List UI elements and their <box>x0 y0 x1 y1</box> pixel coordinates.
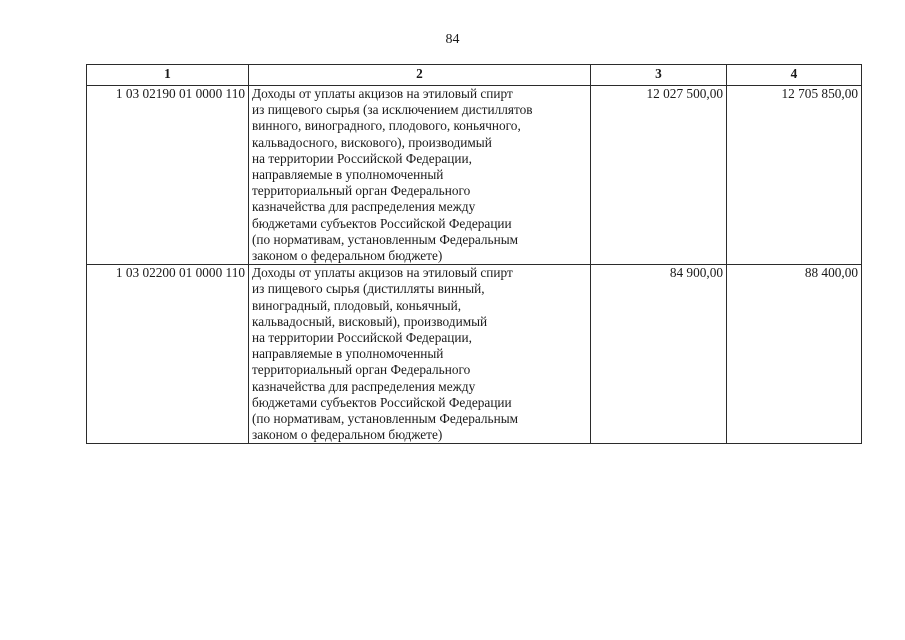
budget-classification-code: 1 03 02190 01 0000 110 <box>87 86 249 265</box>
amount-col-3: 12 027 500,00 <box>591 86 727 265</box>
amount-col-4: 88 400,00 <box>727 265 862 444</box>
amount-col-3: 84 900,00 <box>591 265 727 444</box>
revenue-description: Доходы от уплаты акцизов на этиловый спирт из пищевого сырья (дистилляты винный, виноградный, плодовый, коньячный, кальвадосный, висковый), производимый на территории Российской Федерации, направляемые в уполномоченный территориальный орган Федерального казначейства для распределения между бюджетами субъектов Российской Федерации (по нормативам, установленным Федеральным законом о федеральном бюджете) <box>249 265 591 444</box>
amount-col-4: 12 705 850,00 <box>727 86 862 265</box>
table-row <box>87 265 862 444</box>
budget-classification-code: 1 03 02200 01 0000 110 <box>87 265 249 444</box>
table-row <box>87 86 862 265</box>
revenue-description: Доходы от уплаты акцизов на этиловый спирт из пищевого сырья (за исключением дистиллятов винного, виноградного, плодового, коньячного, кальвадосного, вискового), производимый на территории Российской Федерации, направляемые в уполномоченный территориальный орган Федерального казначейства для распределения между бюджетами субъектов Российской Федерации (по нормативам, установленным Федеральным законом о федеральном бюджете) <box>249 86 591 265</box>
budget-revenue-table <box>86 64 862 444</box>
page-number: 84 <box>445 32 460 47</box>
header-col-3: 3 <box>591 65 727 86</box>
header-col-4: 4 <box>727 65 862 86</box>
header-col-1: 1 <box>87 65 249 86</box>
table-header-row <box>87 65 862 86</box>
header-col-2: 2 <box>249 65 591 86</box>
